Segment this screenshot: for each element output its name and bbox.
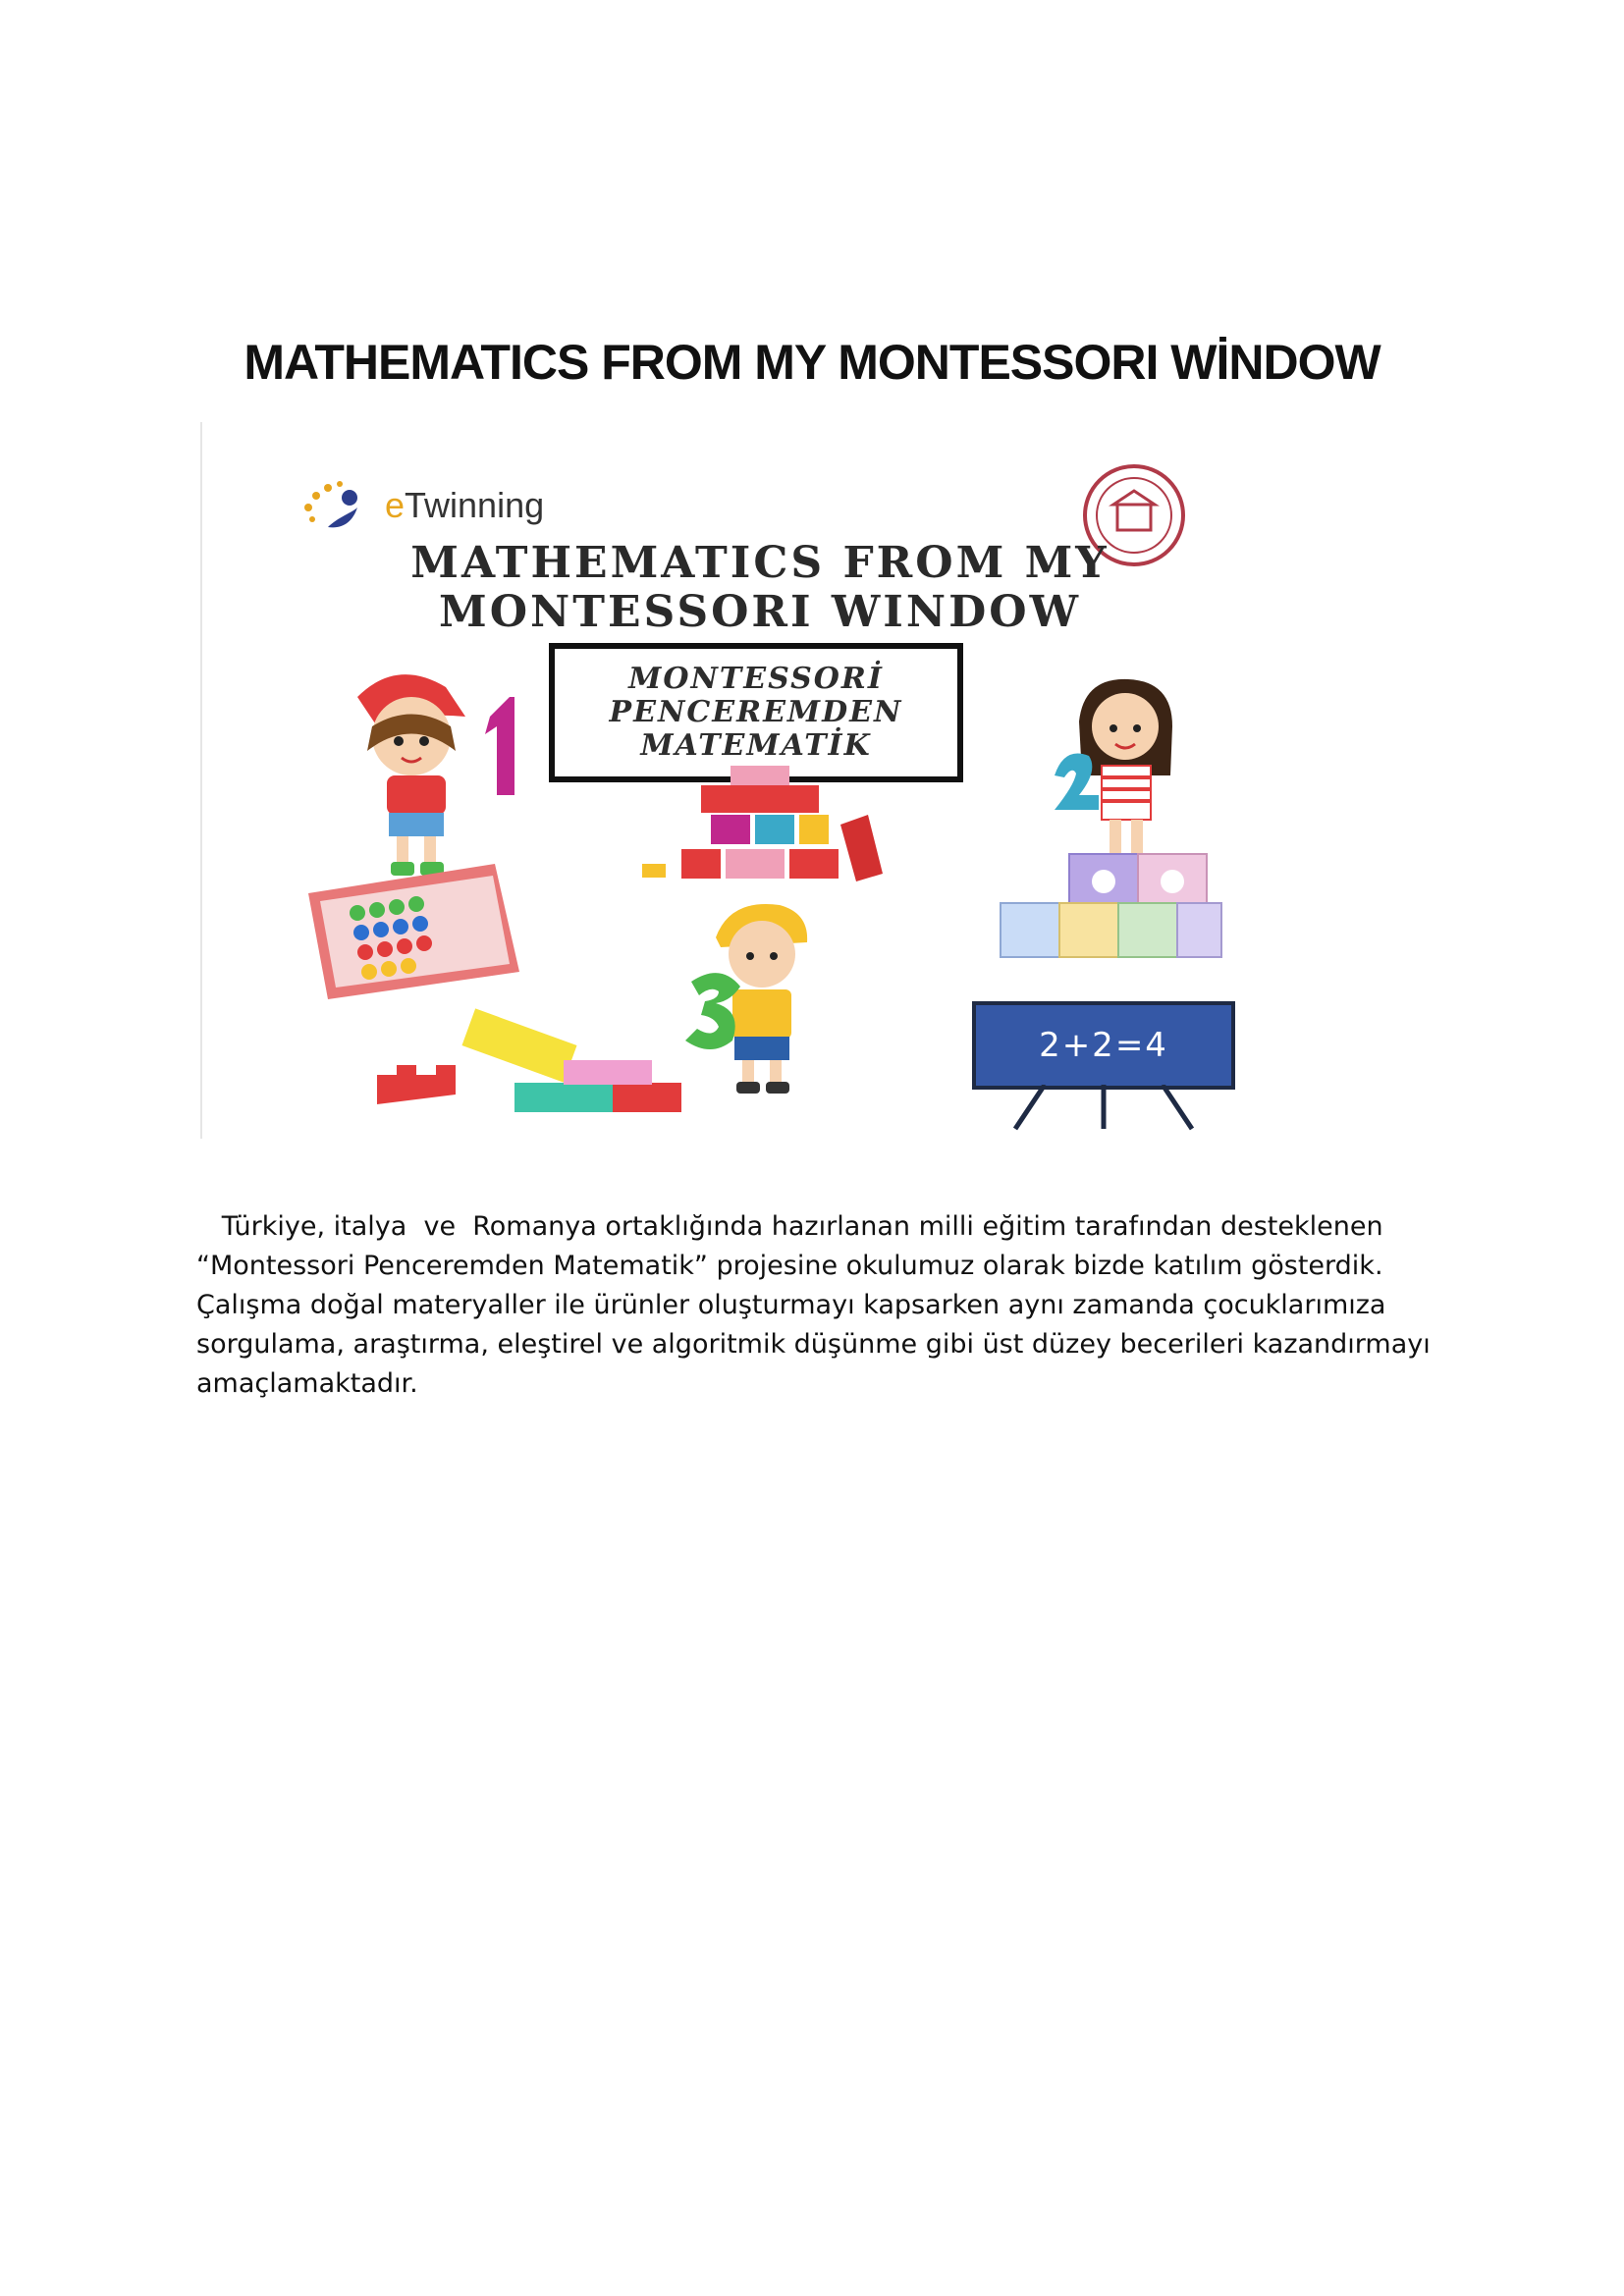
lego-bricks: [377, 1006, 681, 1114]
building-blocks: [623, 756, 888, 903]
building-blocks-icon: [623, 756, 888, 903]
abacus: [298, 854, 524, 1001]
etwinning-logo-prefix: e: [385, 485, 406, 525]
boy-with-number-three-icon: [672, 893, 848, 1099]
poster-heading-line2: MONTESSORI WINDOW: [438, 587, 1082, 637]
etwinning-logo-icon: [298, 478, 377, 533]
body-line-3: Çalışma doğal materyaller ile ürünler oluşturmayı kapsarken aynı zamanda çocuklarımıza: [196, 1290, 1386, 1320]
chalkboard: [972, 1001, 1235, 1090]
girl-with-number-two: [1045, 667, 1202, 864]
poster-edge: [200, 422, 202, 1139]
chalkboard-equation: 2+2=4: [1039, 1026, 1168, 1065]
poster-heading-line1: MATHEMATICS FROM MY: [410, 538, 1110, 588]
girl-with-number-two-icon: [1045, 667, 1202, 864]
body-line-2: “Montessori Penceremden Matematik” projesine okulumuz olarak bizde katılım gösterdik.: [196, 1251, 1383, 1281]
body-line-1: Türkiye, italya ve Romanya ortaklığında hazırlanan milli eğitim tarafından desteklenen: [196, 1211, 1383, 1242]
etwinning-logo-text: [385, 485, 544, 526]
etwinning-logo: [298, 476, 544, 535]
sign-line-3: MATEMATİK: [640, 728, 872, 763]
etwinning-logo-word: Twinning: [405, 485, 545, 525]
document-title: MATHEMATICS FROM MY MONTESSORI WİNDOW: [244, 335, 1380, 390]
body-paragraph: [196, 1207, 1434, 1404]
sign-line-2: PENCEREMDEN: [609, 695, 903, 729]
number-blocks-icon: [981, 844, 1226, 982]
lego-bricks-icon: [377, 1006, 681, 1114]
body-line-4: sorgulama, araştırma, eleştirel ve algoritmik düşünme gibi üst düzey becerileri kazandırmayı: [196, 1329, 1431, 1360]
sign-line-1: MONTESSORİ: [628, 662, 884, 696]
boy-with-number-three: [672, 893, 848, 1099]
girl-with-cap: [318, 658, 544, 883]
girl-with-cap-icon: [318, 658, 544, 883]
abacus-icon: [298, 854, 524, 1001]
body-line-5: amaçlamaktadır.: [196, 1368, 418, 1399]
chalkboard-legs-icon: [986, 1085, 1221, 1134]
number-blocks: [981, 844, 1226, 982]
project-poster-image: [200, 422, 1300, 1139]
